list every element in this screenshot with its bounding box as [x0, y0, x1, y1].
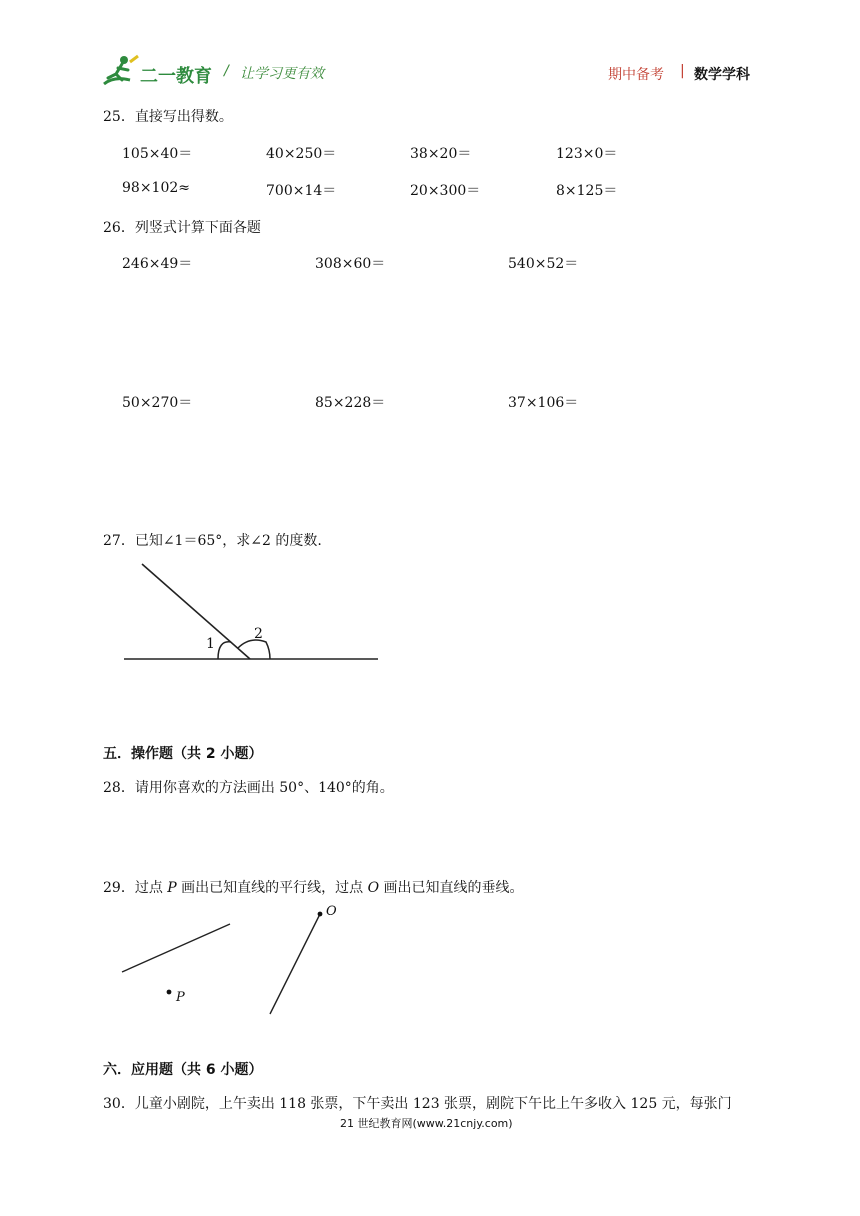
section-title: 六．应用题（共 6 小题） [103, 1062, 263, 1078]
section-title: 五．操作题（共 2 小题） [103, 746, 263, 762]
q26-item: 85×228＝ [315, 395, 386, 411]
angle-2-arc [238, 640, 270, 659]
q26-item: 37×106＝ [508, 395, 579, 411]
point-p-dot [167, 990, 172, 995]
page-footer: 21 世纪教育网(www.21cnjy.com) [340, 1117, 513, 1130]
q26-item: 308×60＝ [315, 256, 386, 272]
q25-item: 8×125＝ [556, 183, 618, 199]
header-slogan: 让学习更有效 [240, 66, 324, 82]
q25-title: 25．直接写出得数。 [103, 109, 233, 125]
header-exam-label: 期中备考 [608, 67, 664, 83]
angle-1-label: 1 [206, 636, 215, 652]
logo-text: 二一教育 [140, 66, 212, 87]
q25-item: 38×20＝ [410, 146, 472, 162]
slanted-line [142, 564, 250, 659]
header-subject: 数学学科 [694, 67, 750, 83]
q25-item: 20×300＝ [410, 183, 481, 199]
q29-prefix: 29．过点 [103, 880, 168, 896]
q29-suffix: 画出已知直线的垂线。 [379, 880, 524, 896]
q27-title: 27．已知∠1＝65°，求∠2 的度数. [103, 533, 322, 549]
point-o-dot [318, 912, 323, 917]
q25-item: 40×250＝ [266, 146, 337, 162]
q29-middle: 画出已知直线的平行线，过点 [176, 880, 368, 896]
q29-diagram [110, 900, 340, 1020]
header-slash: / [224, 63, 229, 79]
given-line-1 [122, 924, 230, 972]
q25-item: 105×40＝ [122, 146, 193, 162]
angle-1-arc [218, 642, 231, 659]
header-divider: | [680, 63, 685, 79]
q25-item: 98×102≈ [122, 180, 190, 196]
given-line-2 [270, 914, 320, 1014]
q25-item: 123×0＝ [556, 146, 618, 162]
q29-point-o: O [367, 880, 380, 896]
q29-title [103, 877, 524, 897]
q26-item: 540×52＝ [508, 256, 579, 272]
q29-point-p: P [167, 880, 177, 896]
q25-item: 700×14＝ [266, 183, 337, 199]
runner-logo-icon [100, 54, 140, 90]
angle-diagram [120, 560, 380, 670]
q26-title: 26．列竖式计算下面各题 [103, 220, 261, 236]
label-p: P [176, 990, 185, 1005]
q26-item: 246×49＝ [122, 256, 193, 272]
angle-2-label: 2 [254, 626, 263, 642]
label-o: O [326, 904, 337, 919]
q30-title: 30．儿童小剧院，上午卖出 118 张票，下午卖出 123 张票，剧院下午比上午多收入 125 元，每张门 [103, 1096, 732, 1112]
q28-title: 28．请用你喜欢的方法画出 50°、140°的角。 [103, 780, 394, 796]
q26-item: 50×270＝ [122, 395, 193, 411]
